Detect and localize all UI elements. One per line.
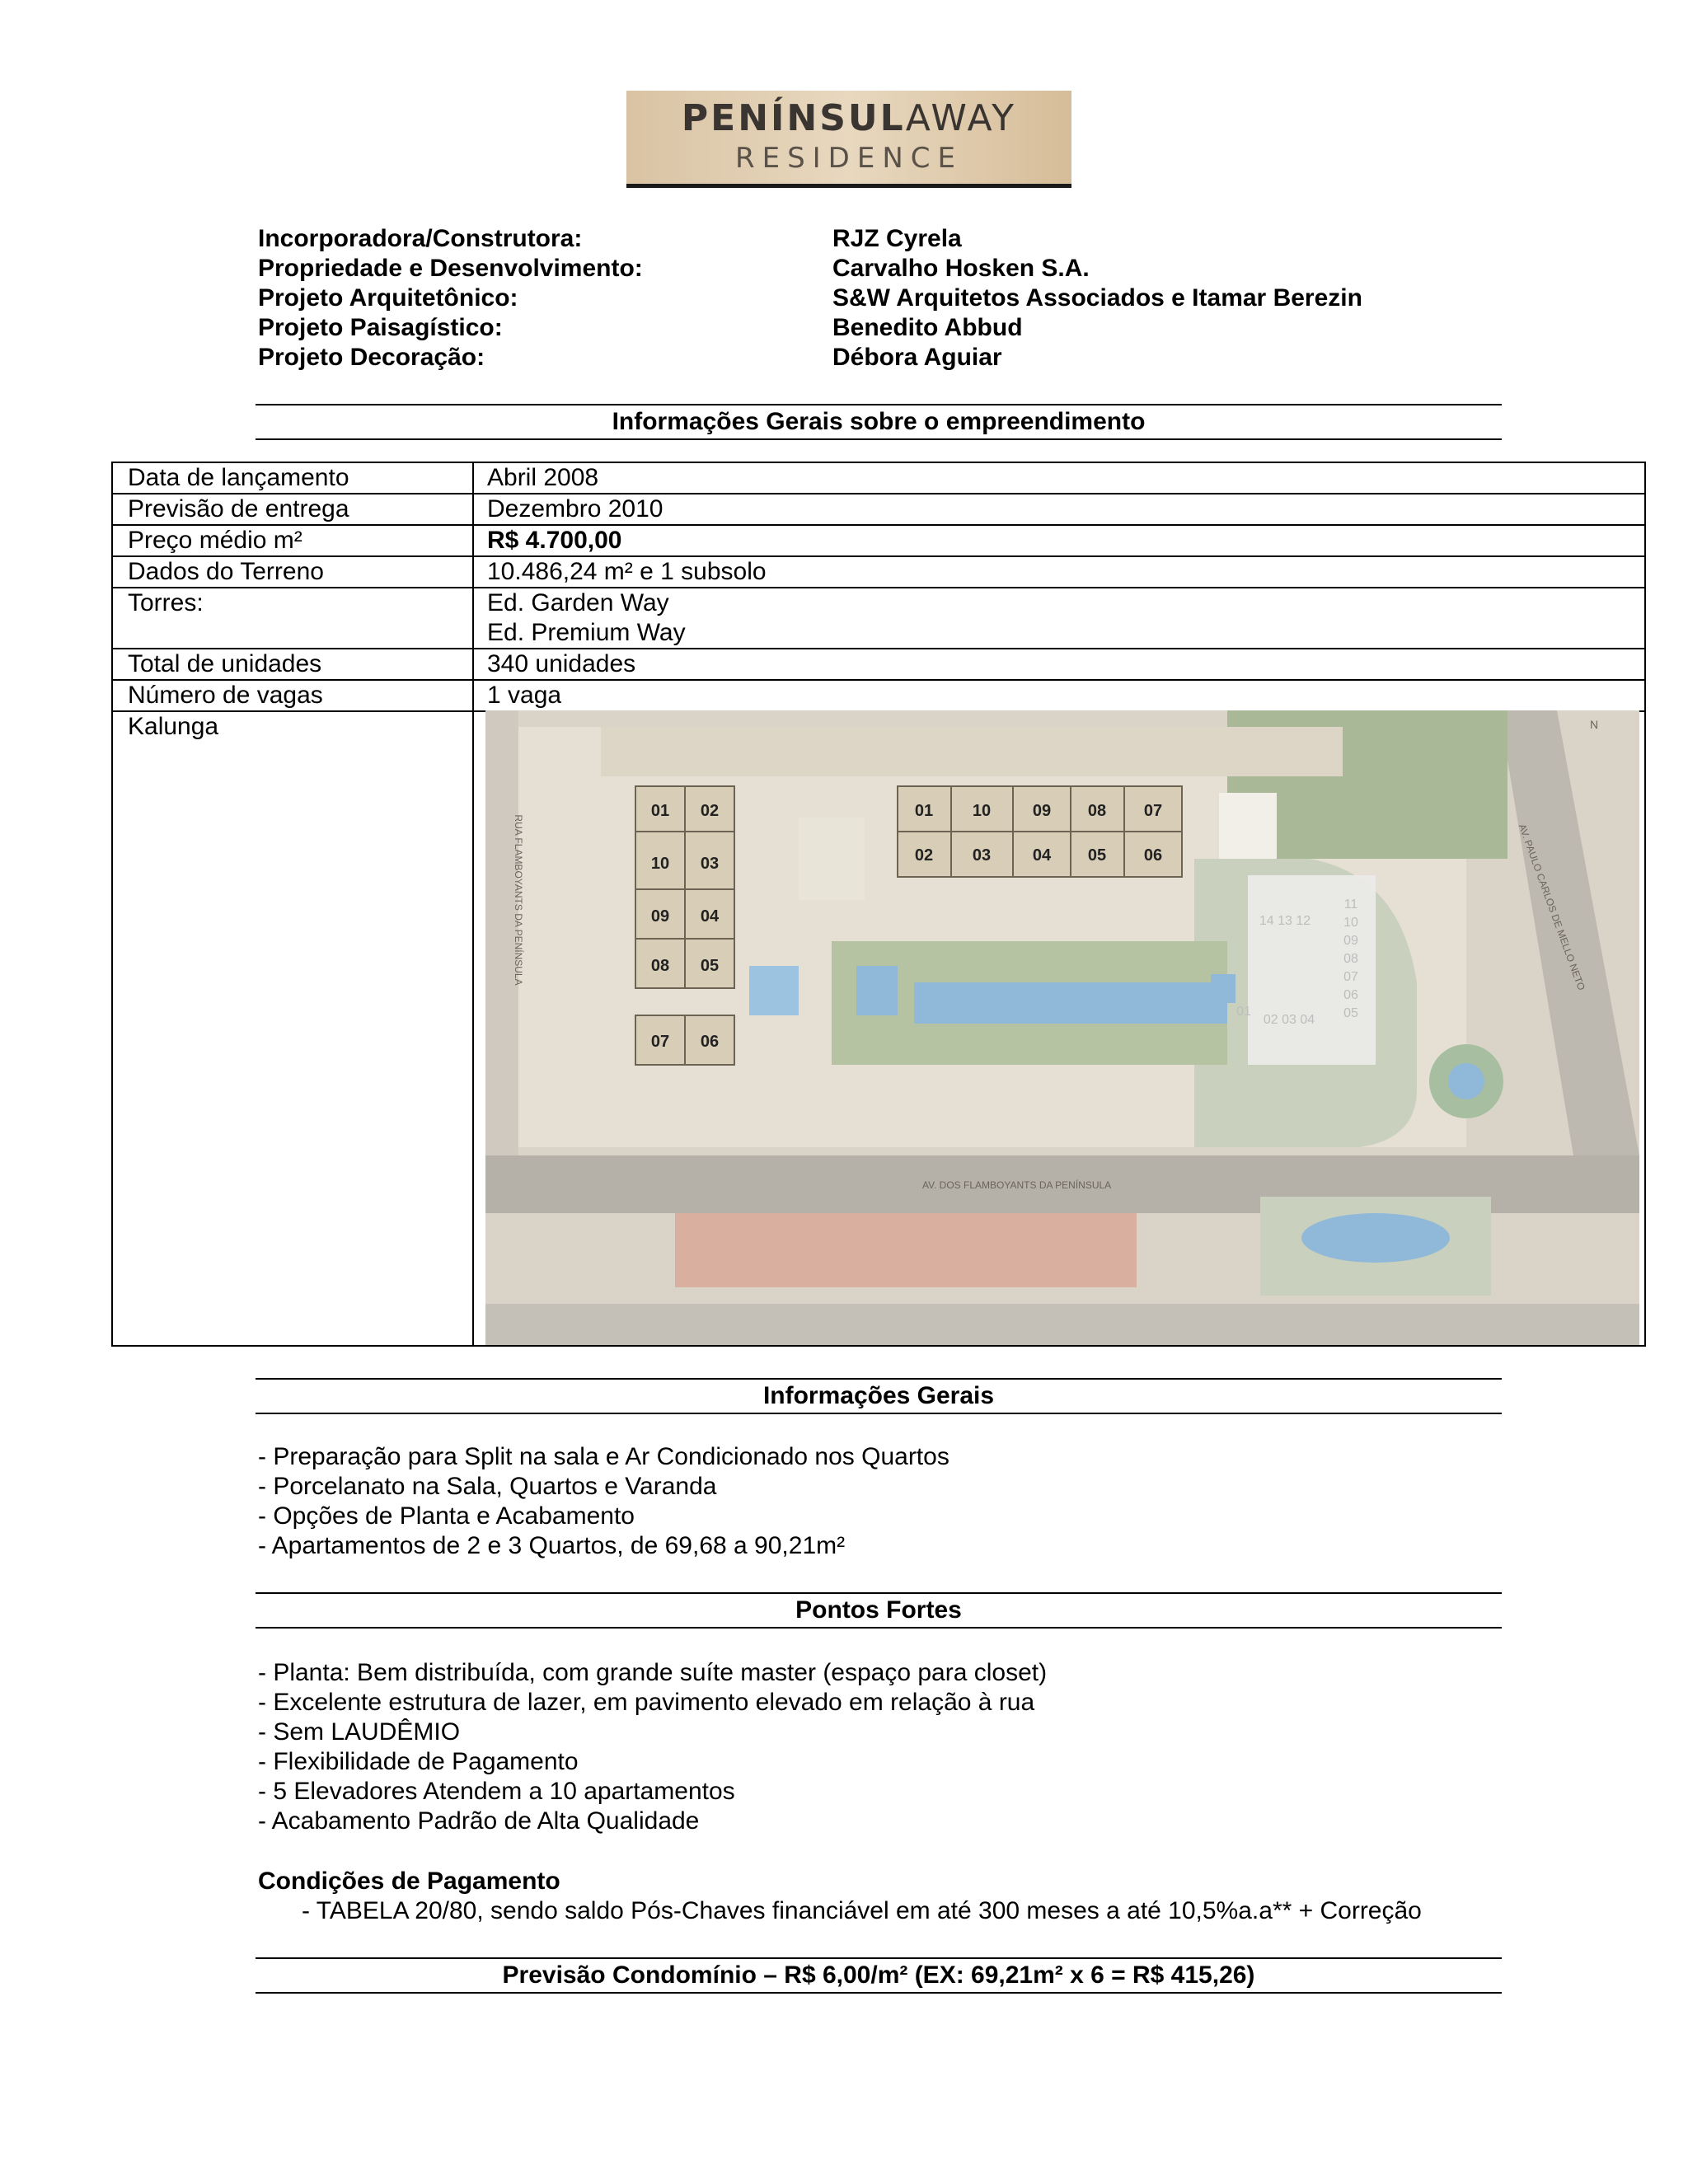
row-label: Total de unidades [128,650,322,677]
unit-label: 01 [914,802,934,820]
row-value: R$ 4.700,00 [487,527,622,554]
row-label: Previsão de entrega [128,495,349,523]
unit-label: 07 [1343,970,1358,984]
row-value: Ed. Garden Way [487,589,669,616]
logo-name [626,99,1071,138]
row-value: 1 vaga [487,682,562,709]
unit-label: 05 [1343,1006,1358,1020]
row-label: Torres: [128,589,204,616]
unit-label: 04 [1032,846,1052,865]
list-item: - Porcelanato na Sala, Quartos e Varanda [258,1473,717,1500]
list-item: - Apartamentos de 2 e 3 Quartos, de 69,68 a 90,21m² [258,1532,846,1559]
street-label: AV. DOS FLAMBOYANTS DA PENÍNSULA [922,1179,1112,1191]
list-item: - Sem LAUDÊMIO [258,1718,461,1746]
logo-name-bold: PENÍNSUL [681,97,906,139]
payment-item: - TABELA 20/80, sendo saldo Pós-Chaves financiável em até 300 meses a até 10,5%a.a** + Correção [302,1897,1422,1924]
list-item: - Opções de Planta e Acabamento [258,1502,635,1530]
list-item: - Excelente estrutura de lazer, em pavimento elevado em relação à rua [258,1689,1035,1716]
unit-label: 07 [1143,802,1163,820]
north-indicator: N [1590,718,1599,731]
table-row [113,526,1644,557]
row-label: Dados do Terreno [128,558,324,585]
unit-label: 09 [1032,802,1052,820]
logo-subtitle: RESIDENCE [734,142,964,175]
unit-label: 06 [1343,988,1358,1002]
unit-label: 10 [972,802,992,820]
unit-label: 08 [1087,802,1107,820]
logo [626,91,1071,188]
row-value: 10.486,24 m² e 1 subsolo [487,558,767,585]
row-label-kalunga: Kalunga [128,713,219,740]
unit-label: 09 [650,907,670,926]
list-item: - Acabamento Padrão de Alta Qualidade [258,1807,700,1835]
row-value-2: Ed. Premium Way [487,619,686,646]
unit-label: 02 03 04 [1263,1013,1315,1027]
credit-value: Benedito Abbud [832,314,1023,341]
payment-title: Condições de Pagamento [258,1868,560,1895]
credit-value: RJZ Cyrela [832,225,962,252]
unit-label: 03 [972,846,992,865]
section-heading-strengths: Pontos Fortes [256,1592,1502,1629]
unit-label: 08 [650,957,670,975]
row-label: Data de lançamento [128,464,349,491]
site-plan-image [485,710,1639,1345]
credit-label: Projeto Paisagístico: [258,314,503,341]
condo-forecast: Previsão Condomínio – R$ 6,00/m² (EX: 69,21m² x 6 = R$ 415,26) [256,1957,1502,1994]
unit-label: 11 [1343,898,1358,912]
list-item: - Preparação para Split na sala e Ar Condicionado nos Quartos [258,1443,950,1470]
list-item: - 5 Elevadores Atendem a 10 apartamentos [258,1778,735,1805]
unit-label: 10 [650,855,670,873]
unit-label: 07 [650,1033,670,1051]
unit-label: 08 [1343,952,1358,966]
credit-value: S&W Arquitetos Associados e Itamar Berezin [832,284,1362,312]
table-row [113,681,1644,712]
row-value: 340 unidades [487,650,636,677]
row-value: Abril 2008 [487,464,599,491]
section-heading-general: Informações Gerais [256,1378,1502,1414]
unit-label: 03 [700,855,720,873]
row-label: Número de vagas [128,682,323,709]
unit-label: 09 [1343,934,1358,948]
row-label: Preço médio m² [128,527,302,554]
unit-label: 01 [1236,1005,1251,1019]
list-item: - Flexibilidade de Pagamento [258,1748,579,1775]
unit-label: 05 [700,957,720,975]
unit-label: 10 [1343,916,1358,930]
credit-value: Carvalho Hosken S.A. [832,255,1090,282]
info-table [111,462,1646,1347]
table-row [113,494,1644,526]
credit-label: Projeto Arquitetônico: [258,284,518,312]
list-item: - Planta: Bem distribuída, com grande suíte master (espaço para closet) [258,1659,1048,1686]
table-row [113,649,1644,681]
table-row [113,557,1644,588]
table-row [113,588,1644,649]
section-heading-general-info: Informações Gerais sobre o empreendimento [256,404,1502,440]
street-label: AV. PAULO CARLOS DE MELLO NETO [1516,822,1587,992]
credit-label: Projeto Decoração: [258,344,485,371]
unit-label: 04 [700,907,720,926]
unit-label: 05 [1087,846,1107,865]
unit-label: 02 [700,802,720,820]
unit-label: 01 [650,802,670,820]
unit-label: 14 13 12 [1259,914,1311,928]
table-row [113,463,1644,494]
credit-label: Propriedade e Desenvolvimento: [258,255,643,282]
unit-label: 02 [914,846,934,865]
credit-value: Débora Aguiar [832,344,1002,371]
street-label: RUA FLAMBOYANTS DA PENÍNSULA [513,814,524,986]
logo-name-light: AWAY [905,97,1017,139]
unit-label: 06 [1143,846,1163,865]
row-value: Dezembro 2010 [487,495,663,523]
unit-label: 06 [700,1033,720,1051]
credit-label: Incorporadora/Construtora: [258,225,583,252]
